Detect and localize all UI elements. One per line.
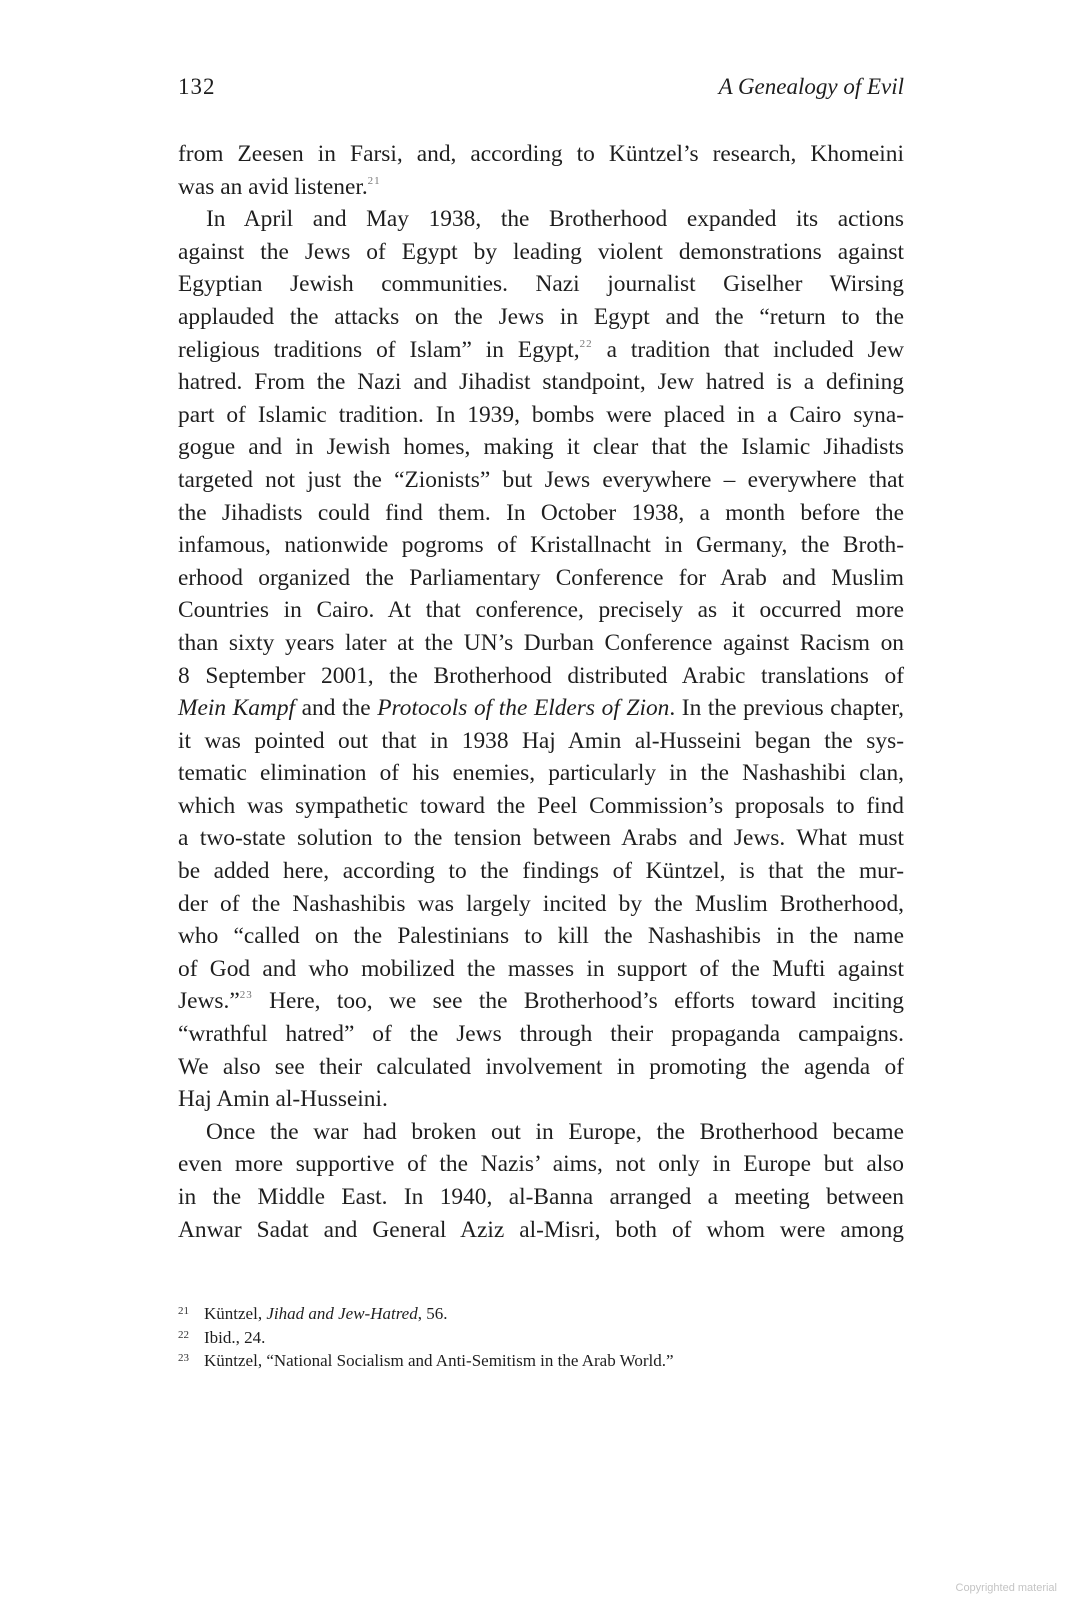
text-line: of God and who mobilized the masses in support of the Mufti against: [178, 955, 904, 982]
running-title: A Genealogy of Evil: [718, 74, 904, 99]
text-line: in the Middle East. In 1940, al-Banna arranged a meeting between: [178, 1184, 904, 1210]
text-line: We also see their calculated involvement in promoting the agenda of: [178, 1053, 904, 1080]
copyright-watermark: Copyrighted material: [955, 1582, 1057, 1594]
text-line: Countries in Cairo. At that conference, precisely as it occurred more: [178, 597, 904, 624]
text-line: [178, 692, 904, 725]
footnote-ref[interactable]: 21: [367, 174, 381, 187]
book-title-protocols: Protocols of the Elders of Zion: [377, 695, 670, 722]
footnote-22: 22 Ibid., 24.: [178, 1327, 266, 1347]
text-line: infamous, nationwide pogroms of Kristallnacht in Germany, the Broth-: [178, 532, 904, 559]
text-line: gogue and in Jewish homes, making it clear that the Islamic Jihadists: [178, 434, 904, 461]
footnote-ref[interactable]: 22: [579, 337, 593, 350]
text-line: than sixty years later at the UN’s Durban Conference against Racism on: [178, 629, 904, 656]
text-line: from Zeesen in Farsi, and, according to Küntzel’s research, Khomeini: [178, 141, 904, 167]
text-line: it was pointed out that in 1938 Haj Amin al-Husseini began the sys-: [178, 727, 904, 754]
text-line: be added here, according to the findings of Küntzel, is that the mur-: [178, 858, 904, 885]
paragraph-start-line: Once the war had broken out in Europe, the Brotherhood became: [206, 1118, 904, 1145]
text-line: [178, 985, 904, 1018]
running-head: [178, 74, 904, 108]
text-line: hatred. From the Nazi and Jihadist standpoint, Jew hatred is a defining: [178, 369, 904, 396]
footnote-text: Ibid., 24.: [204, 1327, 266, 1347]
footnote-ref[interactable]: 23: [239, 989, 253, 1002]
book-title-mein-kampf: Mein Kampf: [178, 695, 296, 722]
body-text: [178, 138, 904, 1246]
text-fragment: and the: [295, 695, 378, 722]
footnote-text: Küntzel, “National Socialism and Anti-Semitism in the Arab World.”: [204, 1351, 674, 1370]
text-fragment: was an avid listener.: [178, 173, 368, 200]
footnotes: [178, 1302, 904, 1373]
text-line: applauded the attacks on the Jews in Egypt and the “return to the: [178, 303, 904, 330]
text-fragment: Here, too, we see the Brotherhood’s efforts toward inciting: [252, 988, 904, 1015]
text-line: 8 September 2001, the Brotherhood distributed Arabic translations of: [178, 662, 904, 689]
text-line: who “called on the Palestinians to kill the Nashashibis in the name: [178, 923, 904, 950]
text-line: part of Islamic tradition. In 1939, bombs were placed in a Cairo syna-: [178, 401, 904, 428]
text-line: against the Jews of Egypt by leading violent demonstrations against: [178, 238, 904, 265]
footnote-book-title: Jihad and Jew-Hatred: [266, 1304, 418, 1323]
footnote-23: 23 Küntzel, “National Socialism and Anti-Semitism in the Arab World.”: [178, 1351, 674, 1370]
text-line: targeted not just the “Zionists” but Jews everywhere – everywhere that: [178, 466, 904, 493]
text-line: [178, 171, 904, 204]
text-line: which was sympathetic toward the Peel Commission’s proposals to find: [178, 792, 904, 819]
text-line: tematic elimination of his enemies, particularly in the Nashashibi clan,: [178, 760, 904, 787]
text-line: Egyptian Jewish communities. Nazi journalist Giselher Wirsing: [178, 271, 904, 298]
text-line: Anwar Sadat and General Aziz al-Misri, both of whom were among: [178, 1216, 904, 1243]
footnote-page: , 56.: [417, 1304, 448, 1323]
text-line: even more supportive of the Nazis’ aims, not only in Europe but also: [178, 1151, 904, 1178]
text-line: [178, 334, 904, 367]
text-line: der of the Nashashibis was largely incited by the Muslim Brotherhood,: [178, 890, 904, 917]
text-line: the Jihadists could find them. In October 1938, a month before the: [178, 499, 904, 526]
footnote-author: Küntzel,: [204, 1304, 267, 1323]
page-number: 132: [178, 74, 216, 99]
paragraph-start-line: In April and May 1938, the Brotherhood expanded its actions: [206, 206, 904, 233]
text-line: Haj Amin al-Husseini.: [178, 1086, 388, 1113]
text-fragment: religious traditions of Islam” in Egypt,: [178, 336, 580, 363]
footnote-21: 21 Küntzel, Jihad and Jew-Hatred, 56.: [178, 1304, 448, 1323]
text-fragment: Jews.”: [178, 988, 240, 1015]
text-line: “wrathful hatred” of the Jews through their propaganda campaigns.: [178, 1021, 904, 1048]
text-fragment: a tradition that included Jew: [592, 336, 904, 363]
text-line: a two-state solution to the tension between Arabs and Jews. What must: [178, 825, 904, 852]
text-fragment: . In the previous chapter,: [669, 695, 904, 722]
text-line: erhood organized the Parliamentary Conference for Arab and Muslim: [178, 564, 904, 591]
